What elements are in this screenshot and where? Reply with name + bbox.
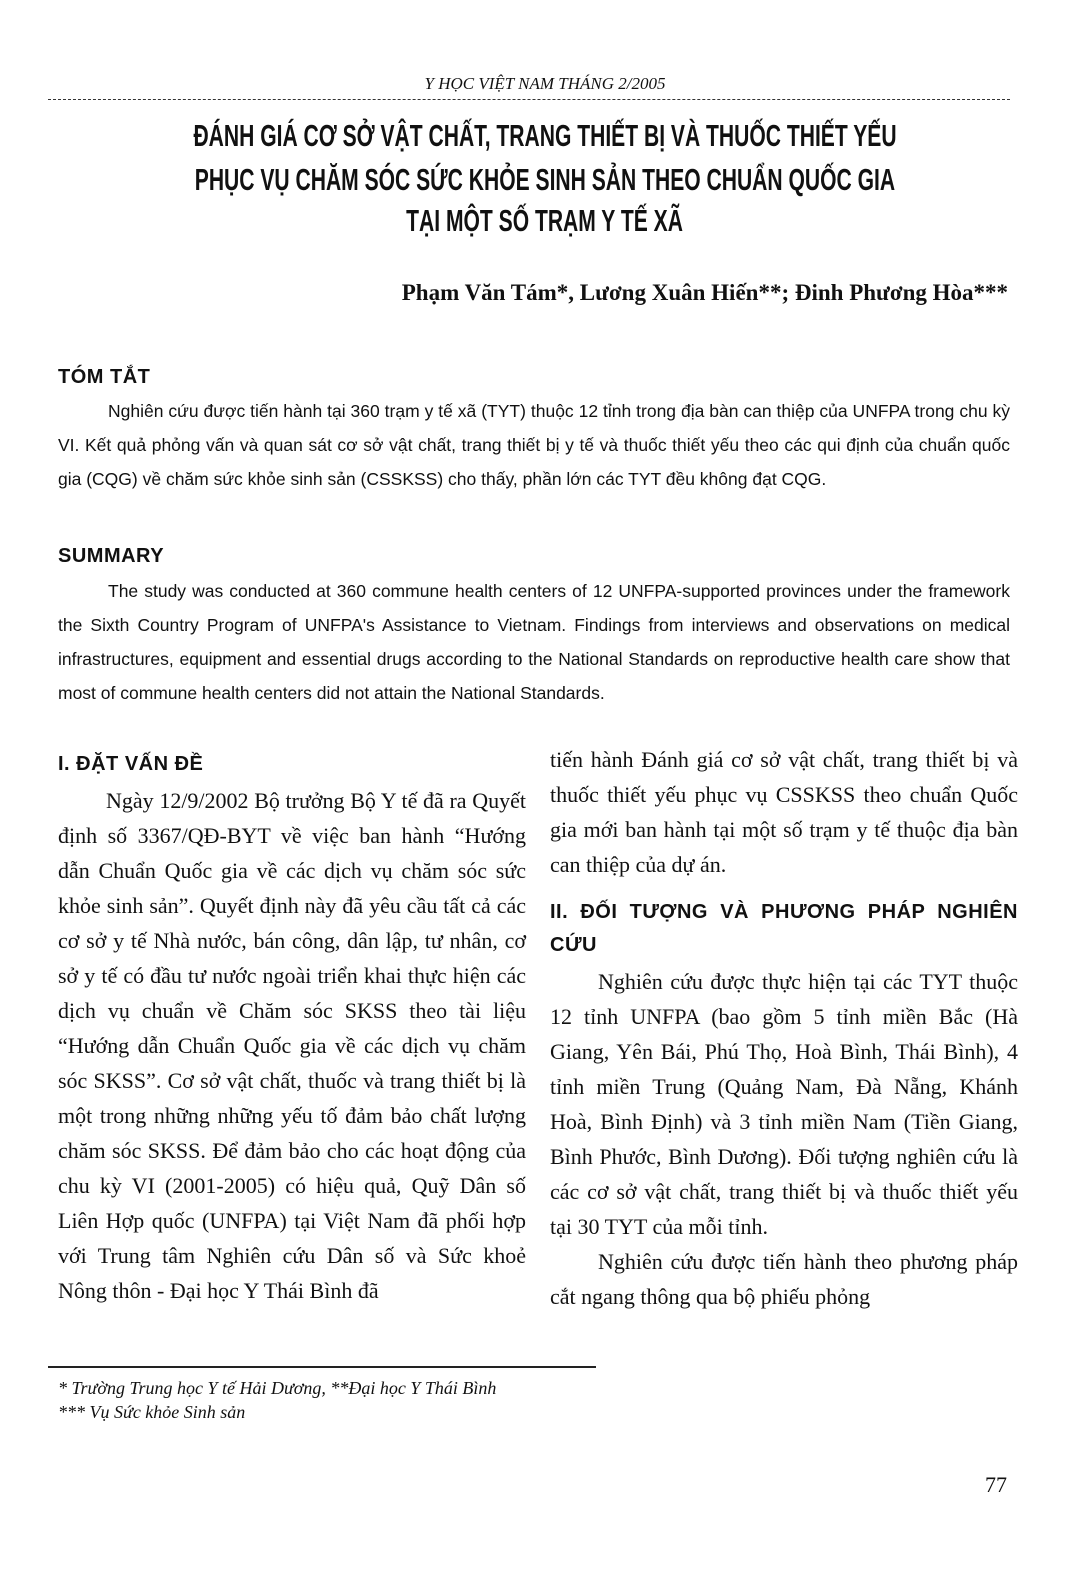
- footnote-2: *** Vụ Sức khỏe Sinh sản: [58, 1402, 246, 1422]
- tom-tat-text: Nghiên cứu được tiến hành tại 360 trạm y tế xã (TYT) thuộc 12 tỉnh trong địa bàn can thiệp của UNFPA trong chu kỳ VI. Kết quả phỏng vấn và quan sát cơ sở vật chất, trang thiết bị y tế và thuốc thiết yếu theo các qui định của chuẩn quốc gia (CQG) về chăm sức khỏe sinh sản (CSSKSS) cho thấy, phần lớn các TYT đều không đạt CQG.: [58, 401, 1010, 489]
- section-2-paragraph-1: Nghiên cứu được thực hiện tại các TYT thuộc 12 tỉnh UNFPA (bao gồm 5 tỉnh miền Bắc (Hà Giang, Yên Bái, Phú Thọ, Hoà Bình, Thái Bình), 4 tỉnh miền Trung (Quảng Nam, Đà Nẵng, Khánh Hoà, Bình Định) và 3 tỉnh miền Nam (Tiền Giang, Bình Phước, Bình Dương). Đối tượng nghiên cứu là các cơ sở vật chất, trang thiết bị và thuốc thiết yếu tại 30 TYT của mỗi tỉnh.: [550, 969, 1018, 1239]
- section-1-heading: I. ĐẶT VẤN ĐỀ: [58, 753, 204, 775]
- footnote-1: * Trường Trung học Y tế Hải Dương, **Đại học Y Thái Bình: [58, 1378, 497, 1398]
- left-column: [58, 740, 526, 1308]
- header-rule: [48, 99, 1010, 100]
- title-text: PHỤC VỤ CHĂM SÓC SỨC KHỎE SINH SẢN THEO CHUẨN QUỐC GIA: [194, 162, 896, 197]
- summary-heading: SUMMARY: [58, 545, 165, 567]
- authors: Phạm Văn Tám*, Lương Xuân Hiến**; Đinh Phương Hòa***: [401, 280, 1008, 305]
- right-column: [550, 742, 1018, 1314]
- tom-tat-heading: TÓM TẮT: [58, 366, 151, 388]
- section-1-paragraph: Ngày 12/9/2002 Bộ trưởng Bộ Y tế đã ra Quyết định số 3367/QĐ-BYT về việc ban hành “Hướng dẫn Chuẩn Quốc gia về các dịch vụ chăm sóc sức khỏe sinh sản”. Quyết định này đã yêu cầu tất cả các cơ sở y tế Nhà nước, bán công, dân lập, tư nhân, cơ sở y tế có đầu tư nước ngoài triển khai thực hiện các dịch vụ chuẩn về Chăm sóc SKSS theo tài liệu “Hướng dẫn Chuẩn Quốc gia về các dịch vụ chăm sóc SKSS”. Cơ sở vật chất, thuốc và trang thiết bị là một trong những những yếu tố đảm bảo chất lượng chăm sóc SKSS. Để đảm bảo cho các hoạt động của chu kỳ VI (2001-2005) có hiệu quả, Quỹ Dân số Liên Hợp quốc (UNFPA) tại Việt Nam đã phối hợp với Trung tâm Nghiên cứu Dân số và Sức khoẻ Nông thôn - Đại học Y Thái Bình đã: [58, 788, 526, 1303]
- title-text: TẠI MỘT SỐ TRẠM Y TẾ XÃ: [406, 203, 684, 238]
- title-line-2: [0, 162, 1090, 198]
- footnote-rule: [48, 1366, 596, 1368]
- title-line-3: [0, 203, 1090, 239]
- section-2-paragraph-2: Nghiên cứu được tiến hành theo phương pháp cắt ngang thông qua bộ phiếu phỏng: [550, 1249, 1018, 1309]
- section-2-heading: II. ĐỐI TƯỢNG VÀ PHƯƠNG PHÁP NGHIÊN CỨU: [550, 901, 1018, 956]
- title-line-1: [0, 118, 1090, 154]
- page-number: 77: [985, 1472, 1007, 1497]
- summary-text: The study was conducted at 360 commune health centers of 12 UNFPA-supported provinces under the framework the Sixth Country Program of UNFPA's Assistance to Vietnam. Findings from interviews and observations on medical infrastructures, equipment and essential drugs according to the National Standards on reproductive health care show that most of commune health centers did not attain the National Standards.: [58, 581, 1010, 703]
- running-head: Y HỌC VIỆT NAM THÁNG 2/2005: [424, 74, 666, 93]
- title-text: ĐÁNH GIÁ CƠ SỞ VẬT CHẤT, TRANG THIẾT BỊ VÀ THUỐC THIẾT YẾU: [193, 118, 897, 153]
- section-1-paragraph-continued: tiến hành Đánh giá cơ sở vật chất, trang thiết bị và thuốc thiết yếu phục vụ CSSKSS theo chuẩn Quốc gia mới ban hành tại một số trạm y tế thuộc địa bàn can thiệp của dự án.: [550, 747, 1018, 877]
